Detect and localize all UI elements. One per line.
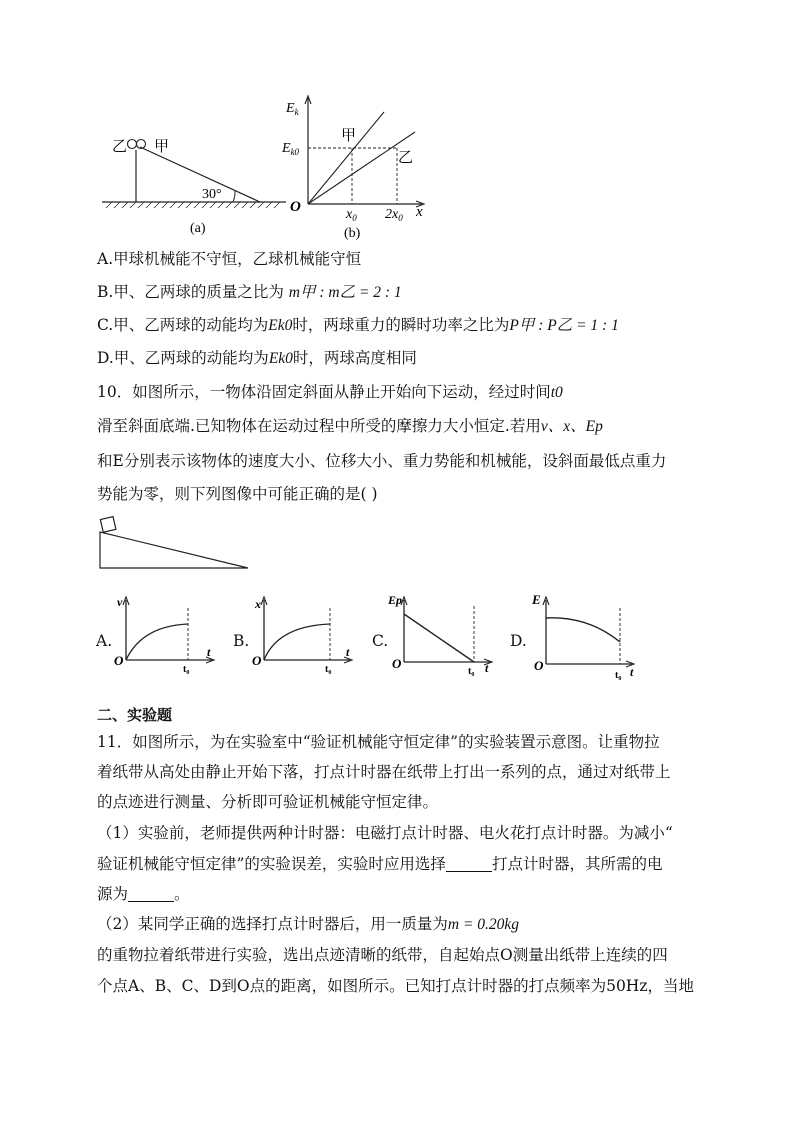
graph-d-origin: O [534,658,544,673]
graph-option-a-label: A. [96,632,113,650]
graph-option-c-label: C. [372,632,389,650]
q11-line-1: 11．如图所示，为在实验室中“验证机械能守恒定律”的实验装置示意图。让重物拉 [97,733,660,751]
x0-label: $x_0$ [346,207,357,223]
graph-d-t: t [630,665,634,679]
section-heading: 二、实验题 [97,706,173,724]
ball-yi [128,140,137,149]
origin-label: O [290,199,301,215]
q11-part2-line-3: 个点A、B、C、D到O点的距离，如图所示。已知打点计时器的打点频率为50Hz，当地 [97,977,694,995]
figure-a [100,120,290,240]
q10-line-1: 10．如图所示，一物体沿固定斜面从静止开始向下运动，经过时间t0 [97,383,563,401]
q11-part1-line-3: 源为 。 [97,885,190,903]
axis-y-label: $E_k$ [286,101,299,117]
angle-label: 30° [202,187,222,202]
ek0-label: $E_{k0}$ [282,141,300,157]
graph-a-t0: t₀ [183,664,190,675]
label-jia: 甲 [154,139,170,155]
q10-line-4: 势能为零，则下列图像中可能正确的是( ) [97,485,378,503]
graph-a-ylabel: v [117,595,123,609]
graph-a [112,594,222,676]
q11-part2-line-2: 的重物拉着纸带进行实验，选出点迹清晰的纸带，自起始点O测量出纸带上连续的四 [97,946,668,964]
graph-c-origin: O [392,656,402,671]
q9-option-a: A.甲球机械能不守恒，乙球机械能守恒 [97,250,362,268]
line-yi-label: 乙 [398,150,414,166]
q10-line-3: 和E分别表示该物体的速度大小、位移大小、重力势能和机械能，设斜面最低点重力 [97,452,667,470]
graph-c-t0: t₀ [468,666,475,677]
graph-b-ylabel: x [255,597,261,611]
graph-b [250,594,360,676]
x-axis-label: x [416,204,423,220]
q11-line-3: 的点迹进行测量、分析即可验证机械能守恒定律。 [97,793,439,811]
q9-option-c: C.甲、乙两球的动能均为Ek0时，两球重力的瞬时功率之比为P甲 : P乙 = 1 : 1 [97,316,619,334]
graph-d-t0: t₀ [615,670,622,681]
graph-c-ylabel: Ep [388,593,403,607]
q11-part1-line-1: （1）实验前，老师提供两种计时器：电磁打点计时器、电火花打点计时器。为减小“ [97,824,673,842]
answer-blank-1[interactable] [446,856,492,872]
x2-label: $2x_0$ [385,207,403,223]
q9-option-b: B.甲、乙两球的质量之比为 m甲 : m乙 = 2 : 1 [97,283,402,301]
graph-a-origin: O [114,653,124,668]
figure-b [280,92,430,242]
q9-option-d: D.甲、乙两球的动能均为Ek0时，两球高度相同 [97,349,417,367]
graph-c [388,590,500,678]
graph-b-t: t [346,645,350,659]
q10-incline-figure [96,512,256,576]
q11-line-2: 着纸带从高处由静止开始下落，打点计时器在纸带上打出一系列的点，通过对纸带上 [97,763,671,781]
q10-line-2: 滑至斜面底端.已知物体在运动过程中所受的摩擦力大小恒定.若用v、x、Ep [97,417,603,435]
graph-c-t: t [485,661,489,675]
graph-option-d-label: D. [510,632,527,650]
graph-a-t: t [207,645,211,659]
line-jia-label: 甲 [341,128,357,144]
q11-part2-line-1: （2）某同学正确的选择打点计时器后，用一质量为m = 0.20kg [97,915,520,933]
caption-b: (b) [344,226,361,241]
graph-d [528,590,640,682]
graph-b-t0: t₀ [325,664,332,675]
label-yi: 乙 [112,139,128,155]
q11-part1-line-2: 验证机械能守恒定律”的实验误差，实验时应用选择 打点计时器，其所需的电 [97,855,663,873]
graph-d-ylabel: E [532,592,541,607]
graph-option-b-label: B. [233,632,250,650]
answer-blank-2[interactable] [128,886,174,902]
graph-b-origin: O [252,653,262,668]
caption-a: (a) [190,221,206,236]
